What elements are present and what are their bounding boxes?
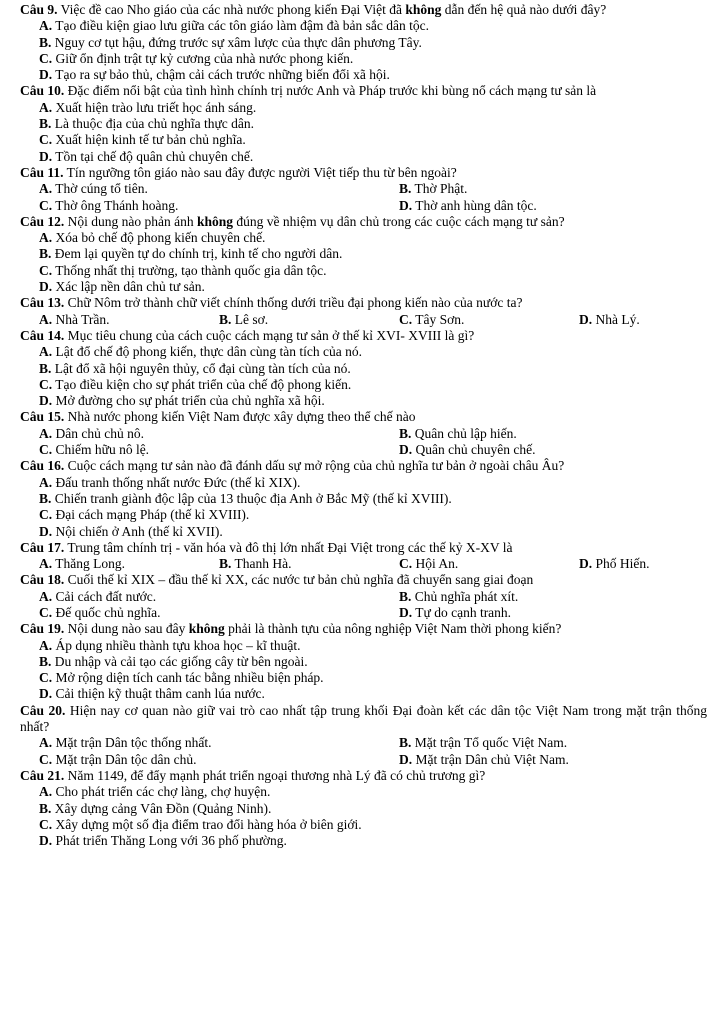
option-letter: A.: [39, 637, 53, 653]
question-block: [20, 540, 707, 573]
option-text: Thăng Long.: [55, 556, 126, 572]
option-text: Xuất hiện trào lưu triết học ánh sáng.: [55, 99, 257, 115]
answer-option: [399, 312, 579, 328]
option-letter: D.: [39, 523, 53, 539]
question-block: [20, 165, 707, 214]
answer-option: [39, 361, 707, 377]
option-row: [39, 181, 707, 197]
option-text: Mặt trận Tổ quốc Việt Nam.: [414, 735, 568, 751]
option-letter: C.: [39, 751, 53, 767]
answer-option: [399, 735, 717, 751]
answer-options: [20, 735, 707, 768]
answer-option: [39, 116, 707, 132]
question-text: Mục tiêu chung của cách cuộc cách mạng tư sản ở thế kỉ XVI- XVIII là gì?: [67, 327, 475, 343]
question-number: Câu 13.: [20, 295, 65, 311]
answer-option: [39, 181, 399, 197]
question-block: [20, 572, 707, 621]
answer-option: [39, 670, 707, 686]
option-letter: C.: [39, 132, 53, 148]
option-letter: A.: [39, 556, 53, 572]
option-text: Là thuộc địa của chủ nghĩa thực dân.: [54, 116, 255, 132]
option-text: Thanh Hà.: [234, 556, 292, 572]
question-block: [20, 703, 707, 768]
question-block: [20, 2, 707, 83]
answer-option: [39, 442, 399, 458]
question-text: đúng về nhiệm vụ dân chủ trong các cuộc cách mạng tư sản?: [233, 213, 565, 229]
answer-option: [39, 246, 707, 262]
answer-option: [399, 426, 717, 442]
answer-option: [399, 442, 717, 458]
option-text: Đem lại quyền tự do chính trị, kinh tế cho người dân.: [54, 246, 343, 262]
answer-option: [39, 18, 707, 34]
option-letter: C.: [39, 50, 53, 66]
question-text: Nội dung nào sau đây: [67, 621, 189, 637]
option-letter: C.: [39, 507, 53, 523]
answer-option: [39, 654, 707, 670]
option-text: Nhà Trần.: [55, 311, 110, 327]
option-text: Chủ nghĩa phát xít.: [414, 588, 519, 604]
answer-option: [399, 556, 579, 572]
option-text: Lật đổ chế độ phong kiến, thực dân cùng tàn tích của nó.: [55, 344, 362, 360]
question-text: Chữ Nôm trở thành chữ viết chính thống dưới triều đại phong kiến nào của nước ta?: [67, 295, 523, 311]
answer-option: [39, 377, 707, 393]
option-letter: B.: [39, 490, 52, 506]
answer-options: [20, 589, 707, 622]
option-text: Mặt trận Dân chủ Việt Nam.: [415, 751, 569, 767]
question-text: phải là thành tựu của nông nghiệp Việt Nam thời phong kiến?: [224, 621, 562, 637]
option-text: Nội chiến ở Anh (thế kỉ XVII).: [55, 523, 223, 539]
answer-option: [39, 752, 399, 768]
option-text: Tây Sơn.: [415, 311, 465, 327]
answer-option: [39, 524, 707, 540]
option-letter: D.: [39, 148, 53, 164]
option-text: Dân chủ chủ nô.: [55, 425, 144, 441]
option-text: Xóa bỏ chế độ phong kiến chuyên chế.: [55, 230, 266, 246]
question-stem: [20, 768, 707, 784]
option-text: Thờ anh hùng dân tộc.: [415, 197, 537, 213]
option-letter: D.: [399, 751, 413, 767]
option-text: Mặt trận Dân tộc thống nhất.: [55, 735, 212, 751]
question-text: Hiện nay cơ quan nào giữ vai trò cao nhất tập trung khối Đại đoàn kết các dân tộc Việt Nam trong mặt trận thống nhất?: [20, 702, 708, 735]
question-number: Câu 19.: [20, 621, 65, 637]
option-text: Hội An.: [415, 556, 459, 572]
answer-options: [20, 784, 707, 849]
option-row: [39, 589, 707, 605]
answer-options: [20, 181, 707, 214]
option-text: Chiếm hữu nô lệ.: [55, 442, 150, 458]
option-row: [39, 426, 707, 442]
question-stem: [20, 572, 707, 588]
question-number: Câu 15.: [20, 409, 65, 425]
option-letter: A.: [39, 181, 53, 197]
option-row: [39, 442, 707, 458]
option-text: Xây dựng cảng Vân Đồn (Quảng Ninh).: [54, 800, 272, 816]
answer-option: [219, 556, 399, 572]
question-number: Câu 21.: [20, 767, 65, 783]
option-text: Nhà Lý.: [595, 311, 640, 327]
question-number: Câu 11.: [20, 164, 64, 180]
option-letter: A.: [39, 735, 53, 751]
option-letter: C.: [39, 670, 53, 686]
option-text: Tạo ra sự bảo thủ, chậm cải cách trước những biến đổi xã hội.: [55, 67, 390, 83]
option-text: Cải cách đất nước.: [55, 588, 157, 604]
question-stem: [20, 703, 707, 736]
option-text: Đại cách mạng Pháp (thế kỉ XVIII).: [55, 507, 250, 523]
option-text: Cho phát triển các chợ làng, chợ huyện.: [55, 784, 271, 800]
answer-option: [39, 833, 707, 849]
question-stem: [20, 328, 707, 344]
question-number: Câu 16.: [20, 458, 65, 474]
answer-option: [39, 801, 707, 817]
option-letter: A.: [39, 425, 53, 441]
option-letter: B.: [39, 116, 52, 132]
option-letter: B.: [219, 311, 232, 327]
option-text: Mở đường cho sự phát triển của chủ nghĩa xã hội.: [55, 393, 325, 409]
question-text: Cuộc cách mạng tư sản nào đã đánh dấu sự mở rộng của chủ nghĩa tư bản ở ngoài châu Âu?: [67, 458, 565, 474]
answer-options: [20, 312, 707, 328]
answer-options: [20, 344, 707, 409]
option-row: [39, 752, 707, 768]
option-letter: A.: [39, 230, 53, 246]
answer-option: [399, 181, 717, 197]
question-stem: [20, 409, 707, 425]
option-letter: C.: [39, 442, 53, 458]
question-number: Câu 17.: [20, 539, 65, 555]
option-text: Lê sơ.: [234, 311, 269, 327]
answer-option: [39, 279, 707, 295]
answer-option: [219, 312, 399, 328]
question-block: [20, 409, 707, 458]
question-text: Nhà nước phong kiến Việt Nam được xây dựng theo thể chế nào: [67, 409, 416, 425]
question-number: Câu 10.: [20, 83, 65, 99]
question-text: Trung tâm chính trị - văn hóa và đô thị lớn nhất Đại Việt trong các thế kỷ X-XV là: [67, 539, 513, 555]
answer-option: [39, 638, 707, 654]
option-text: Quân chủ lập hiến.: [414, 425, 517, 441]
option-letter: D.: [399, 197, 413, 213]
option-row: [39, 735, 707, 751]
question-text: Việc đề cao Nho giáo của các nhà nước phong kiến Đại Việt đã: [60, 2, 406, 17]
answer-option: [39, 426, 399, 442]
option-text: Quân chủ chuyên chế.: [415, 442, 536, 458]
answer-option: [39, 230, 707, 246]
answer-options: [20, 638, 707, 703]
option-text: Thờ cúng tổ tiên.: [55, 181, 148, 197]
option-letter: D.: [399, 442, 413, 458]
answer-option: [39, 67, 707, 83]
answer-options: [20, 18, 707, 83]
question-stem: [20, 458, 707, 474]
option-text: Tồn tại chế độ quân chủ chuyên chế.: [55, 148, 254, 164]
emphasis-keyword: không: [188, 621, 225, 637]
option-letter: A.: [39, 99, 53, 115]
option-text: Tạo điều kiện cho sự phát triển của chế độ phong kiến.: [55, 376, 352, 392]
answer-option: [39, 735, 399, 751]
question-number: Câu 9.: [20, 2, 58, 17]
option-text: Xuất hiện kinh tế tư bản chủ nghĩa.: [55, 132, 246, 148]
question-stem: [20, 540, 707, 556]
answer-option: [39, 491, 707, 507]
answer-option: [39, 589, 399, 605]
answer-option: [39, 686, 707, 702]
question-text: Nội dung nào phản ánh: [67, 213, 197, 229]
option-letter: C.: [399, 556, 413, 572]
option-text: Xác lập nền dân chủ tư sản.: [55, 279, 205, 295]
option-text: Thờ Phật.: [414, 181, 468, 197]
option-letter: D.: [39, 393, 53, 409]
question-stem: [20, 2, 707, 18]
question-number: Câu 20.: [20, 702, 66, 718]
answer-option: [39, 312, 219, 328]
answer-option: [39, 605, 399, 621]
option-letter: B.: [399, 425, 412, 441]
option-letter: B.: [219, 556, 232, 572]
answer-options: [20, 556, 707, 572]
answer-options: [20, 100, 707, 165]
question-stem: [20, 214, 707, 230]
option-text: Tạo điều kiện giao lưu giữa các tôn giáo làm đậm đà bản sắc dân tộc.: [55, 18, 430, 34]
question-stem: [20, 83, 707, 99]
option-text: Giữ ổn định trật tự kỷ cương của nhà nước phong kiến.: [55, 50, 354, 66]
answer-option: [39, 51, 707, 67]
answer-option: [39, 393, 707, 409]
answer-option: [39, 263, 707, 279]
option-text: Áp dụng nhiều thành tựu khoa học – kĩ thuật.: [55, 637, 301, 653]
option-letter: C.: [39, 604, 53, 620]
option-letter: A.: [39, 18, 53, 34]
option-text: Mặt trận Dân tộc dân chủ.: [55, 751, 197, 767]
option-letter: C.: [39, 816, 53, 832]
answer-option: [39, 784, 707, 800]
answer-option: [399, 605, 717, 621]
option-letter: A.: [39, 588, 53, 604]
question-block: [20, 83, 707, 164]
answer-option: [399, 198, 717, 214]
answer-option: [39, 475, 707, 491]
option-letter: B.: [39, 653, 52, 669]
question-text: Cuối thế kỉ XIX – đầu thế kỉ XX, các nước tư bản chủ nghĩa đã chuyển sang giai đoạn: [67, 572, 534, 588]
option-text: Xây dựng một số địa điểm trao đổi hàng hóa ở biên giới.: [55, 816, 362, 832]
question-stem: [20, 621, 707, 637]
answer-option: [399, 752, 717, 768]
question-block: [20, 458, 707, 539]
option-letter: C.: [39, 376, 53, 392]
answer-option: [39, 344, 707, 360]
option-letter: C.: [39, 262, 53, 278]
question-number: Câu 18.: [20, 572, 65, 588]
option-text: Phát triển Thăng Long với 36 phố phường.: [55, 833, 287, 849]
option-letter: B.: [399, 735, 412, 751]
option-letter: D.: [579, 556, 593, 572]
option-letter: B.: [39, 360, 52, 376]
question-block: [20, 214, 707, 295]
option-letter: A.: [39, 344, 53, 360]
option-letter: B.: [39, 800, 52, 816]
option-letter: D.: [39, 686, 53, 702]
option-text: Đế quốc chủ nghĩa.: [55, 604, 161, 620]
option-row: [39, 198, 707, 214]
question-number: Câu 14.: [20, 327, 65, 343]
option-text: Tự do cạnh tranh.: [415, 604, 512, 620]
answer-option: [39, 198, 399, 214]
answer-options: [20, 230, 707, 295]
option-text: Nguy cơ tụt hậu, đứng trước sự xâm lược của thực dân phương Tây.: [54, 34, 422, 50]
answer-option: [39, 507, 707, 523]
option-letter: D.: [39, 833, 53, 849]
option-text: Mở rộng diện tích canh tác bằng nhiều biện pháp.: [55, 670, 324, 686]
question-block: [20, 295, 707, 328]
option-letter: A.: [39, 474, 53, 490]
option-row: [39, 556, 707, 572]
answer-option: [39, 149, 707, 165]
option-text: Lật đổ xã hội nguyên thủy, cổ đại cùng tàn tích của nó.: [54, 360, 351, 376]
option-text: Chiến tranh giành độc lập của 13 thuộc địa Anh ở Bắc Mỹ (thế kỉ XVIII).: [54, 490, 452, 506]
option-text: Thống nhất thị trường, tạo thành quốc gia dân tộc.: [55, 262, 327, 278]
option-row: [39, 312, 707, 328]
answer-option: [39, 556, 219, 572]
answer-option: [399, 589, 717, 605]
option-text: Phố Hiến.: [595, 556, 650, 572]
answer-option: [39, 817, 707, 833]
answer-option: [39, 35, 707, 51]
question-stem: [20, 165, 707, 181]
answer-option: [579, 556, 717, 572]
question-text: Tín ngưỡng tôn giáo nào sau đây được người Việt tiếp thu từ bên ngoài?: [66, 164, 457, 180]
option-letter: C.: [399, 311, 413, 327]
option-letter: D.: [39, 279, 53, 295]
option-letter: B.: [39, 34, 52, 50]
option-letter: A.: [39, 311, 53, 327]
option-letter: B.: [399, 588, 412, 604]
answer-options: [20, 475, 707, 540]
answer-option: [39, 132, 707, 148]
answer-option: [579, 312, 717, 328]
option-text: Cải thiện kỹ thuật thâm canh lúa nước.: [55, 686, 265, 702]
question-number: Câu 12.: [20, 213, 65, 229]
question-text: dẫn đến hệ quả nào dưới đây?: [441, 2, 607, 17]
option-letter: C.: [39, 197, 53, 213]
question-block: [20, 328, 707, 409]
question-block: [20, 621, 707, 702]
option-letter: B.: [39, 246, 52, 262]
question-text: Đặc điểm nổi bật của tình hình chính trị nước Anh và Pháp trước khi bùng nổ cách mạng tư sản là: [67, 83, 597, 99]
option-letter: D.: [579, 311, 593, 327]
option-letter: B.: [399, 181, 412, 197]
option-row: [39, 605, 707, 621]
answer-options: [20, 426, 707, 459]
answer-option: [39, 100, 707, 116]
option-text: Đấu tranh thống nhất nước Đức (thế kỉ XIX).: [55, 474, 301, 490]
emphasis-keyword: không: [405, 2, 442, 17]
emphasis-keyword: không: [197, 213, 234, 229]
question-text: Năm 1149, để đẩy mạnh phát triển ngoại thương nhà Lý đã có chủ trương gì?: [67, 767, 486, 783]
question-block: [20, 768, 707, 849]
option-letter: D.: [39, 67, 53, 83]
question-stem: [20, 295, 707, 311]
option-letter: A.: [39, 784, 53, 800]
option-text: Thờ ông Thánh hoàng.: [55, 197, 179, 213]
option-text: Du nhập và cải tạo các giống cây từ bên ngoài.: [54, 653, 308, 669]
option-letter: D.: [399, 604, 413, 620]
